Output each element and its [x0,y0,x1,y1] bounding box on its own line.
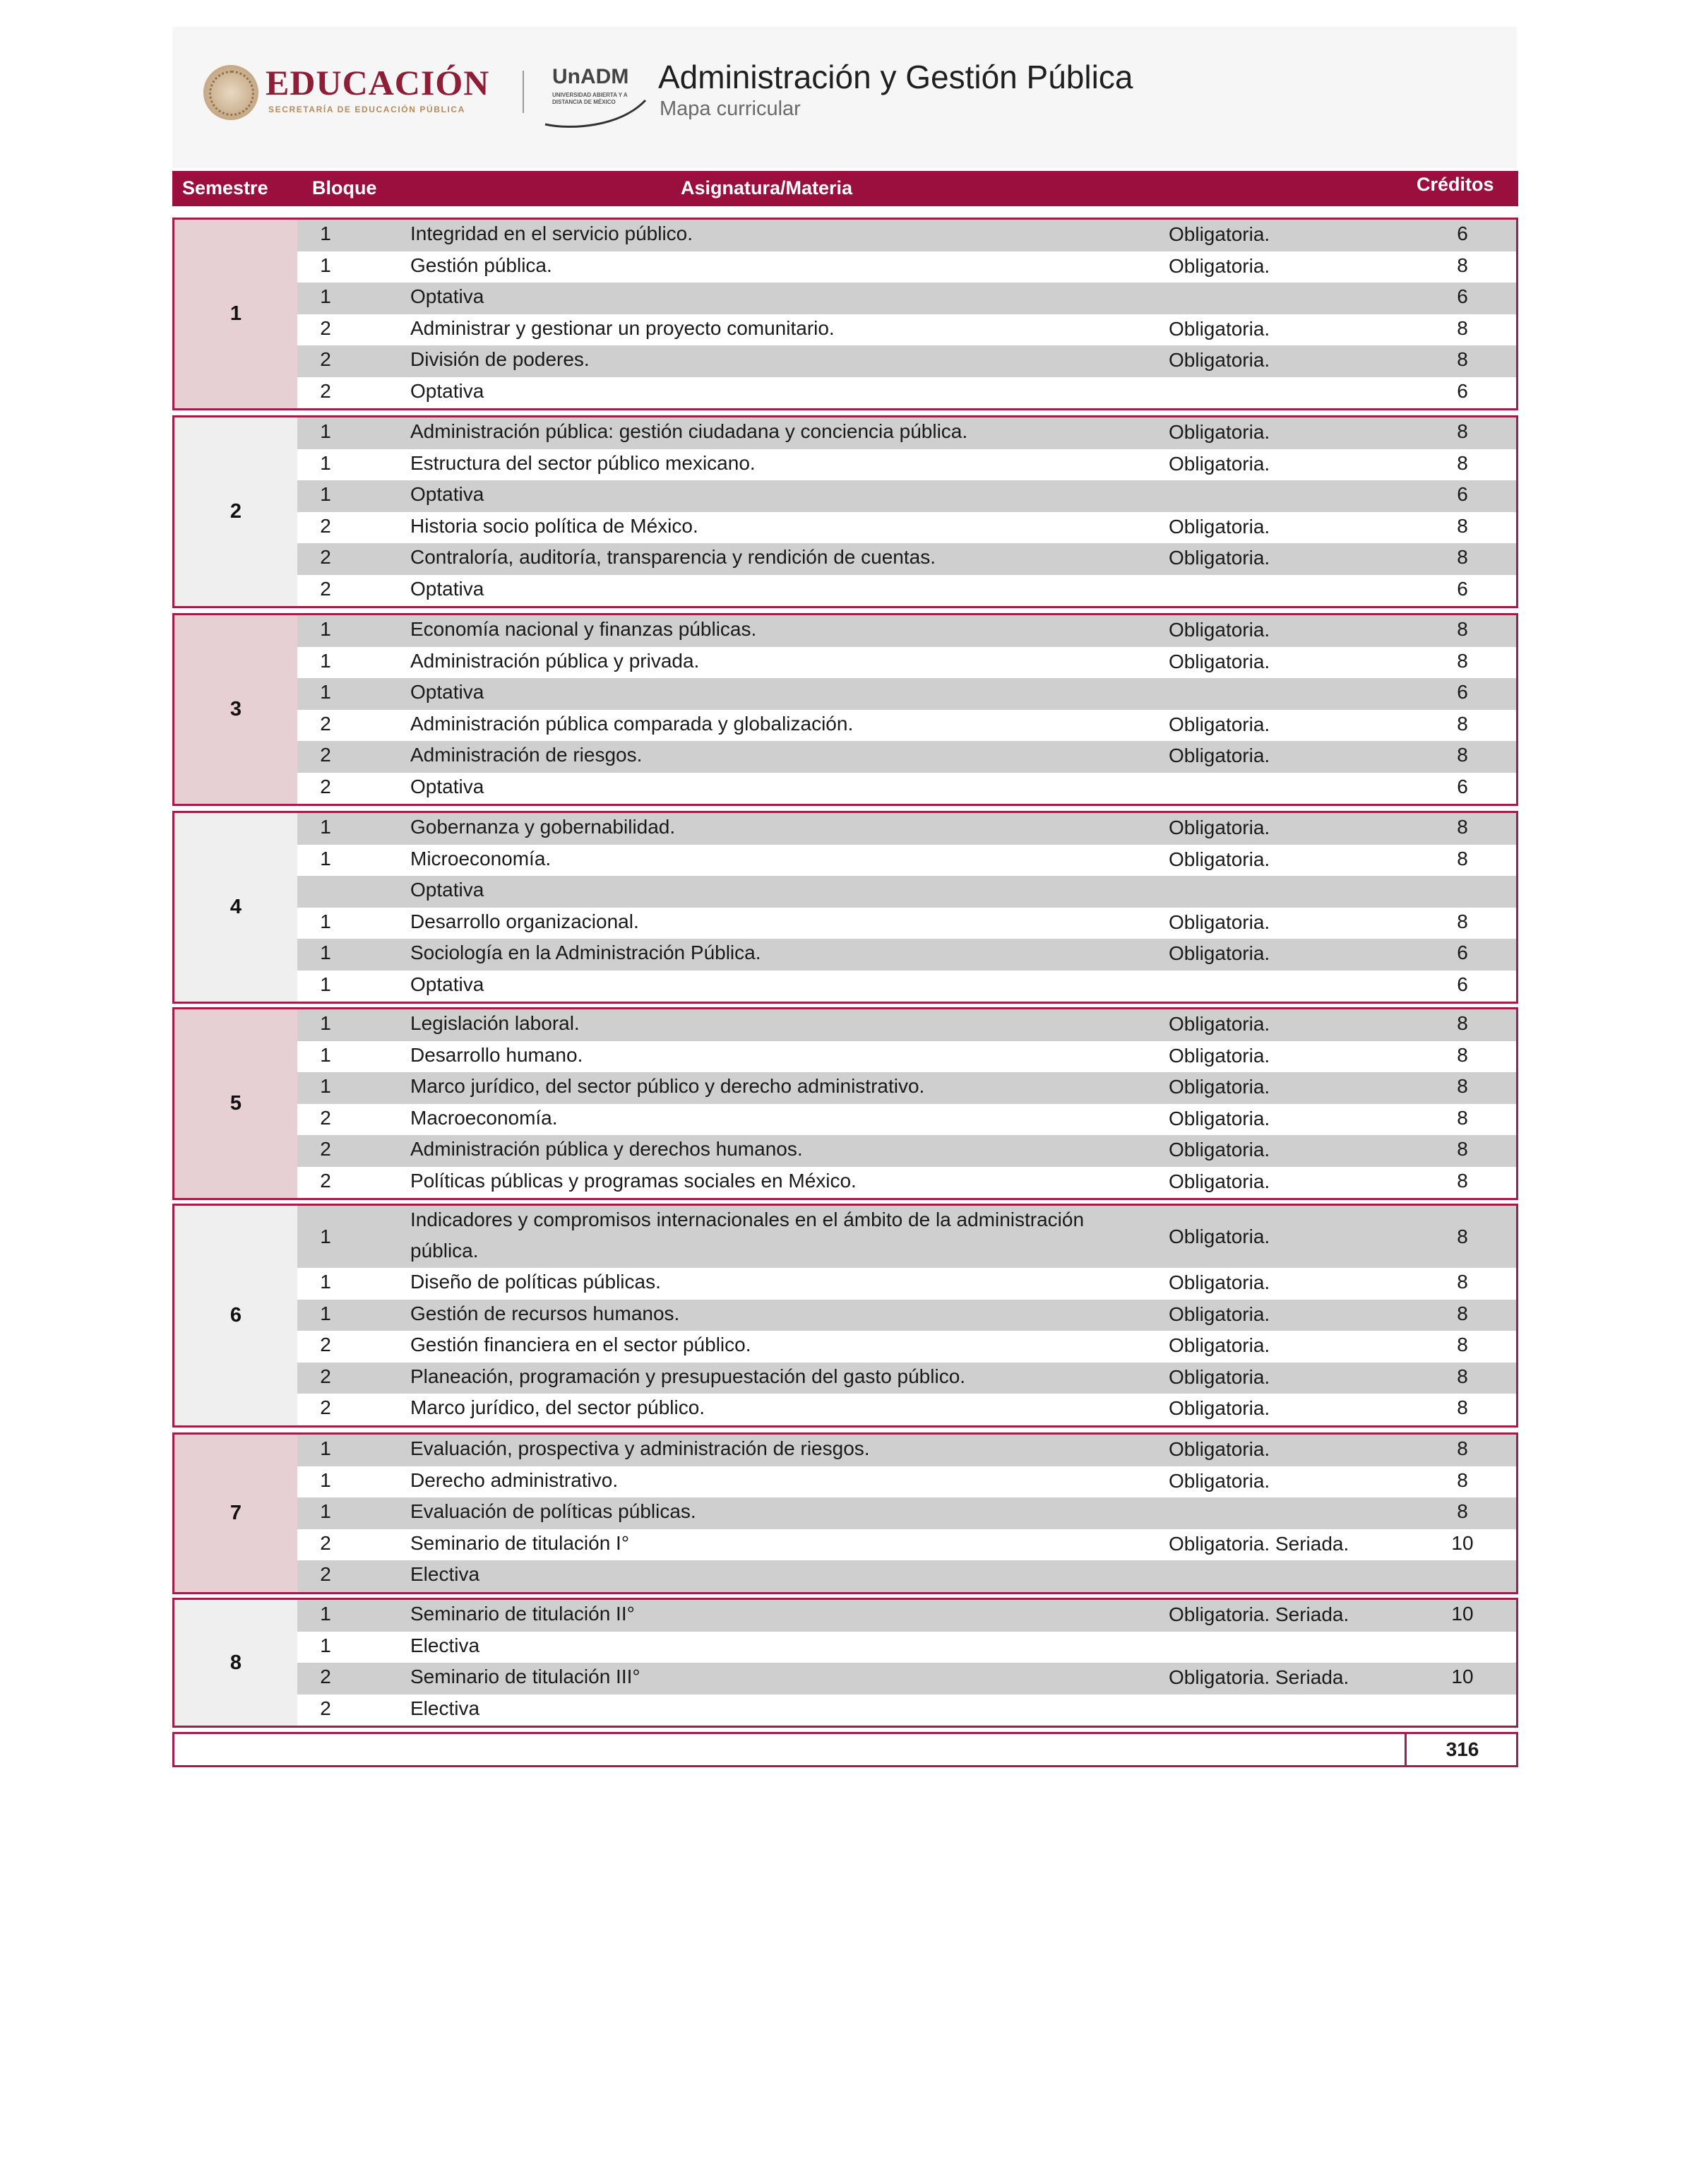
table-row [297,314,1516,346]
cell-tipo: Obligatoria. [1169,1365,1270,1388]
cell-asignatura: Optativa [410,577,484,600]
cell-creditos: 10 [1451,1666,1474,1687]
table-row [297,1300,1516,1331]
table-row [297,1560,1516,1592]
cell-asignatura: Optativa [410,379,484,402]
cell-creditos: 8 [1457,847,1468,870]
cell-asignatura: Macroeconomía. [410,1106,558,1129]
cell-tipo: Obligatoria. [1169,317,1270,340]
cell-creditos: 8 [1457,1437,1468,1459]
cell-asignatura: Gestión de recursos humanos. [410,1302,680,1324]
page-subtitle: Mapa curricular [660,97,801,120]
page-header [172,27,1517,168]
cell-bloque: 2 [320,1334,331,1355]
cell-tipo: Obligatoria. [1169,547,1270,569]
table-row [297,1206,1516,1268]
cell-creditos: 8 [1457,816,1468,838]
column-header-creditos: Créditos [1417,174,1494,195]
table-row [297,1632,1516,1663]
cell-asignatura: Optativa [410,973,484,995]
table-row [297,710,1516,742]
semester-number: 2 [174,417,297,606]
cell-tipo: Obligatoria. [1169,650,1270,672]
cell-asignatura: Diseño de políticas públicas. [410,1271,661,1293]
logo-unadm-subtitle: UNIVERSIDAD ABIERTA Y A DISTANCIA DE MÉXICO [552,92,628,105]
table-row [297,480,1516,512]
cell-bloque: 2 [320,379,331,402]
semester-number: 4 [174,813,297,1002]
table-row [297,615,1516,647]
cell-creditos: 8 [1457,712,1468,735]
cell-asignatura: Optativa [410,879,484,901]
cell-creditos: 6 [1457,973,1468,995]
table-row [297,908,1516,939]
cell-bloque: 2 [320,775,331,797]
cell-asignatura: Electiva [410,1634,480,1656]
cell-creditos: 6 [1457,775,1468,797]
cell-creditos: 10 [1451,1603,1474,1625]
table-row [297,449,1516,481]
cell-tipo: Obligatoria. Seriada. [1169,1666,1349,1688]
cell-bloque: 1 [320,973,331,995]
table-row [297,773,1516,805]
table-row [297,971,1516,1002]
cell-asignatura: Marco jurídico, del sector público. [410,1396,705,1418]
cell-asignatura: Administración pública: gestión ciudadana y conciencia pública. [410,420,968,442]
cell-creditos: 8 [1457,1302,1468,1324]
cell-creditos: 8 [1457,744,1468,766]
table-row [297,1363,1516,1394]
semester-number: 1 [174,220,297,408]
table-row [297,1600,1516,1632]
table-row [297,1435,1516,1466]
table-row [297,876,1516,908]
cell-tipo: Obligatoria. [1169,1302,1270,1325]
cell-bloque: 2 [320,1666,331,1687]
cell-bloque: 1 [320,451,331,474]
cell-tipo: Obligatoria. [1169,713,1270,735]
table-row [297,1394,1516,1425]
cell-asignatura: Planeación, programación y presupuestación del gasto público. [410,1365,966,1387]
semester-number: 8 [174,1600,297,1726]
table-row [297,251,1516,283]
cell-bloque: 2 [320,1365,331,1387]
cell-bloque: 1 [320,1603,331,1625]
logo-divider [523,71,524,113]
table-row [297,1663,1516,1695]
cell-asignatura: Administración pública y privada. [410,649,700,672]
cell-asignatura: Administración de riesgos. [410,744,643,766]
cell-bloque: 1 [320,1271,331,1293]
cell-creditos: 6 [1457,285,1468,307]
semester-block [172,1598,1518,1728]
table-row [297,741,1516,773]
cell-creditos: 8 [1457,254,1468,276]
column-header-bloque: Bloque [312,177,377,198]
cell-bloque: 1 [320,649,331,672]
cell-creditos: 8 [1457,451,1468,474]
cell-asignatura: Microeconomía. [410,847,552,870]
cell-asignatura: Administración pública y derechos humanos. [410,1138,803,1160]
cell-bloque: 1 [320,1437,331,1459]
cell-creditos: 8 [1457,1271,1468,1293]
cell-tipo: Obligatoria. [1169,1397,1270,1419]
cell-creditos: 8 [1457,1075,1468,1097]
cell-asignatura: Gestión financiera en el sector público. [410,1334,751,1355]
table-row [297,283,1516,314]
cell-tipo: Obligatoria. [1169,817,1270,838]
cell-tipo: Obligatoria. [1169,254,1270,277]
cell-creditos: 8 [1457,1396,1468,1418]
semester-number: 6 [174,1206,297,1425]
cell-tipo: Obligatoria. [1169,1334,1270,1356]
table-row [297,845,1516,877]
cell-bloque: 1 [320,1225,331,1247]
cell-tipo: Obligatoria. [1169,1044,1270,1067]
cell-bloque: 1 [320,483,331,505]
cell-tipo: Obligatoria. [1169,1225,1270,1247]
cell-creditos: 8 [1457,1334,1468,1355]
cell-asignatura: Gobernanza y gobernabilidad. [410,816,676,838]
cell-asignatura: Optativa [410,285,484,307]
cell-bloque: 2 [320,546,331,568]
cell-asignatura: Marco jurídico, del sector público y derecho administrativo. [410,1075,925,1097]
cell-bloque: 1 [320,847,331,870]
cell-creditos: 8 [1457,1106,1468,1129]
cell-bloque: 2 [320,1563,331,1585]
cell-bloque: 1 [320,910,331,932]
column-header-asignatura: Asignatura/Materia [681,177,853,198]
cell-bloque: 2 [320,1531,331,1554]
cell-asignatura: Derecho administrativo. [410,1468,619,1491]
table-row [297,417,1516,449]
cell-tipo: Obligatoria. [1169,1139,1270,1161]
cell-creditos: 8 [1457,1138,1468,1160]
cell-asignatura: Sociología en la Administración Pública. [410,942,761,963]
semester-block [172,1204,1518,1428]
cell-asignatura: Estructura del sector público mexicano. [410,451,756,474]
cell-creditos: 8 [1457,1169,1468,1192]
semester-block [172,415,1518,608]
cell-asignatura: Administración pública comparada y globalización. [410,712,854,735]
cell-tipo: Obligatoria. [1169,619,1270,641]
table-row [297,939,1516,971]
national-seal-icon [203,65,258,120]
table-row [297,1072,1516,1104]
cell-tipo: Obligatoria. Seriada. [1169,1603,1349,1625]
cell-asignatura: Administrar y gestionar un proyecto comunitario. [410,316,835,339]
cell-bloque: 2 [320,1106,331,1129]
cell-tipo: Obligatoria. [1169,910,1270,933]
cell-bloque: 1 [320,1468,331,1491]
table-row [297,1268,1516,1300]
cell-asignatura: Contraloría, auditoría, transparencia y rendición de cuentas. [410,546,936,568]
cell-creditos: 6 [1457,942,1468,963]
cell-tipo: Obligatoria. [1169,744,1270,766]
cell-bloque: 1 [320,285,331,307]
cell-creditos: 6 [1457,483,1468,505]
unadm-swoosh-icon [542,96,648,129]
cell-creditos: 8 [1457,514,1468,537]
cell-creditos: 8 [1457,348,1468,370]
cell-asignatura: Integridad en el servicio público. [410,222,693,244]
cell-asignatura: Seminario de titulación I° [410,1531,630,1554]
table-row [297,1695,1516,1726]
table-row [297,543,1516,575]
logo-unadm: UnADM [552,65,629,88]
cell-bloque: 2 [320,316,331,339]
semester-block [172,613,1518,806]
cell-bloque: 2 [320,577,331,600]
cell-asignatura: Desarrollo organizacional. [410,910,639,932]
cell-creditos: 8 [1457,1365,1468,1387]
semester-block [172,811,1518,1004]
cell-tipo: Obligatoria. [1169,452,1270,475]
page-title: Administración y Gestión Pública [658,59,1133,95]
cell-creditos: 8 [1457,546,1468,568]
cell-tipo: Obligatoria. [1169,1107,1270,1129]
semester-block [172,1432,1518,1594]
column-header-semestre: Semestre [182,177,268,198]
table-row [297,678,1516,710]
cell-bloque: 2 [320,1138,331,1160]
table-row [297,220,1516,251]
cell-bloque: 1 [320,1012,331,1034]
cell-creditos: 6 [1457,681,1468,703]
total-credits: 316 [1445,1738,1479,1760]
cell-asignatura: Electiva [410,1697,480,1719]
cell-creditos: 8 [1457,420,1468,442]
total-row [172,1732,1518,1767]
cell-creditos: 8 [1457,1225,1468,1247]
cell-tipo: Obligatoria. [1169,223,1270,245]
table-row [297,1135,1516,1167]
cell-asignatura: División de poderes. [410,348,590,370]
table-row [297,1331,1516,1363]
table-row [297,345,1516,377]
table-row [297,1497,1516,1529]
cell-creditos: 8 [1457,618,1468,640]
cell-creditos: 8 [1457,1012,1468,1034]
semester-number: 7 [174,1435,297,1592]
cell-bloque: 1 [320,1634,331,1656]
cell-bloque: 1 [320,1302,331,1324]
cell-asignatura: Electiva [410,1563,480,1585]
cell-tipo: Obligatoria. [1169,421,1270,443]
cell-creditos: 6 [1457,379,1468,402]
table-row [297,1466,1516,1498]
semester-number: 3 [174,615,297,804]
logo-educacion: EDUCACIÓN [266,63,490,102]
cell-bloque: 2 [320,712,331,735]
cell-asignatura: Políticas públicas y programas sociales en México. [410,1169,857,1192]
cell-asignatura: Gestión pública. [410,254,552,276]
table-row [297,1041,1516,1073]
cell-tipo: Obligatoria. [1169,1170,1270,1192]
cell-creditos: 8 [1457,910,1468,932]
cell-bloque: 1 [320,816,331,838]
cell-asignatura: Evaluación, prospectiva y administración de riesgos. [410,1437,870,1459]
table-row [297,1529,1516,1561]
cell-asignatura: Indicadores y compromisos internacionales en el ámbito de la administración pública. [410,1209,1085,1262]
cell-bloque: 2 [320,1169,331,1192]
cell-tipo: Obligatoria. [1169,1271,1270,1293]
cell-bloque: 1 [320,942,331,963]
cell-tipo: Obligatoria. [1169,942,1270,964]
cell-bloque: 2 [320,744,331,766]
logo-educacion-subtitle: SECRETARÍA DE EDUCACIÓN PÚBLICA [268,105,465,114]
cell-bloque: 1 [320,1075,331,1097]
cell-tipo: Obligatoria. [1169,848,1270,870]
cell-creditos: 8 [1457,649,1468,672]
cell-asignatura: Optativa [410,681,484,703]
cell-bloque: 1 [320,420,331,442]
cell-asignatura: Economía nacional y finanzas públicas. [410,618,757,640]
cell-bloque: 1 [320,1043,331,1066]
cell-creditos: 10 [1451,1531,1474,1554]
cell-bloque: 2 [320,348,331,370]
semester-block [172,1007,1518,1200]
cell-creditos: 6 [1457,577,1468,600]
cell-asignatura: Optativa [410,483,484,505]
cell-bloque: 2 [320,1396,331,1418]
cell-bloque: 1 [320,254,331,276]
cell-tipo: Obligatoria. Seriada. [1169,1532,1349,1555]
cell-bloque: 1 [320,222,331,244]
total-separator [1405,1734,1407,1765]
cell-asignatura: Seminario de titulación II° [410,1603,635,1625]
table-row [297,647,1516,679]
table-row [297,1104,1516,1136]
table-row [297,813,1516,845]
table-row [297,575,1516,607]
cell-tipo: Obligatoria. [1169,1469,1270,1492]
cell-tipo: Obligatoria. [1169,349,1270,371]
cell-tipo: Obligatoria. [1169,1438,1270,1460]
cell-tipo: Obligatoria. [1169,1076,1270,1098]
cell-asignatura: Desarrollo humano. [410,1043,583,1066]
table-row [297,512,1516,544]
cell-creditos: 6 [1457,222,1468,244]
cell-bloque: 1 [320,1500,331,1522]
table-row [297,377,1516,409]
cell-bloque: 2 [320,514,331,537]
cell-asignatura: Optativa [410,775,484,797]
cell-bloque: 1 [320,618,331,640]
semester-number: 5 [174,1009,297,1198]
cell-asignatura: Legislación laboral. [410,1012,580,1034]
cell-creditos: 8 [1457,1043,1468,1066]
table-header [172,171,1518,206]
cell-bloque: 2 [320,1697,331,1719]
cell-tipo: Obligatoria. [1169,1013,1270,1035]
cell-bloque: 1 [320,681,331,703]
table-row [297,1009,1516,1041]
cell-asignatura: Evaluación de políticas públicas. [410,1500,696,1522]
cell-tipo: Obligatoria. [1169,515,1270,538]
semester-block [172,218,1518,410]
cell-creditos: 8 [1457,1500,1468,1522]
cell-creditos: 8 [1457,1468,1468,1491]
cell-asignatura: Historia socio política de México. [410,514,698,537]
table-row [297,1167,1516,1199]
cell-creditos: 8 [1457,316,1468,339]
cell-asignatura: Seminario de titulación III° [410,1666,640,1687]
